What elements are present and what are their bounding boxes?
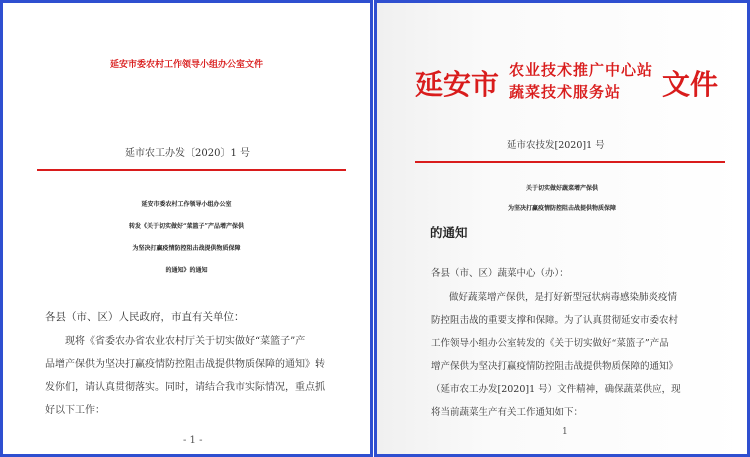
right-body-line-5: （延市农工办发[2020]1 号）文件精神，确保蔬菜供应，现 [431, 384, 681, 395]
right-heading-org-line-2: 蔬菜技术服务站 [509, 83, 622, 101]
left-document-heading: 延安市委农村工作领导小组办公室文件 [109, 60, 263, 70]
right-red-divider [415, 161, 725, 163]
left-body-line-3: 发你们，请认真贯彻落实。同时，请结合我市实际情况，重点抓 [45, 382, 325, 393]
right-page-number: 1 [562, 427, 568, 437]
left-document-panel [0, 0, 373, 457]
right-addressee: 各县（市、区）蔬菜中心（办）： [431, 268, 569, 279]
left-title-line-1: 延安市委农村工作领导小组办公室 [141, 201, 232, 208]
left-page-number: - 1 - [183, 435, 203, 446]
left-title-line-2: 转发《关于切实做好“菜篮子”产品增产保供 [129, 223, 244, 230]
right-heading-city: 延安市 [415, 68, 500, 101]
left-document-page [3, 3, 370, 454]
right-body-line-6: 将当前蔬菜生产有关工作通知如下： [431, 407, 584, 418]
left-title-line-3: 为坚决打赢疫情防控阻击战提供物质保障 [132, 245, 241, 252]
right-title-line-2: 为坚决打赢疫情防控阻击战提供物质保障 [507, 205, 616, 212]
left-document-number: 延市农工办发〔2020〕1 号 [125, 148, 250, 159]
left-body-line-1: 现将《省委农办省农业农村厅关于切实做好“菜篮子”产 [65, 336, 306, 347]
right-heading-wenjian: 文件 [662, 68, 719, 101]
right-body-line-1: 做好蔬菜增产保供，是打好新型冠状病毒感染肺炎疫情 [449, 292, 678, 303]
left-addressee: 各县（市、区）人民政府，市直有关单位： [45, 311, 245, 323]
right-document-number: 延市农技发[2020]1 号 [507, 140, 605, 151]
left-body-line-4: 好以下工作： [45, 405, 105, 416]
left-red-divider [37, 169, 346, 171]
right-title-line-3: 的通知 [430, 225, 468, 240]
right-body-line-4: 增产保供为坚决打赢疫情防控阻击战提供物质保障的通知》 [431, 361, 679, 372]
right-heading-org-line-1: 农业技术推广中心站 [509, 61, 654, 79]
left-body-line-2: 品增产保供为坚决打赢疫情防控阻击战提供物质保障的通知》转 [45, 359, 325, 370]
right-body-line-3: 工作领导小组办公室转发的《关于切实做好“菜篮子”产品 [431, 338, 669, 349]
right-body-line-2: 防控阻击战的重要支撑和保障。为了认真贯彻延安市委农村 [431, 315, 679, 326]
right-document-page [377, 3, 747, 454]
left-title-line-4: 的通知》的通知 [165, 267, 208, 274]
right-document-panel [374, 0, 750, 457]
right-title-line-1: 关于切实做好蔬菜增产保供 [525, 185, 598, 192]
